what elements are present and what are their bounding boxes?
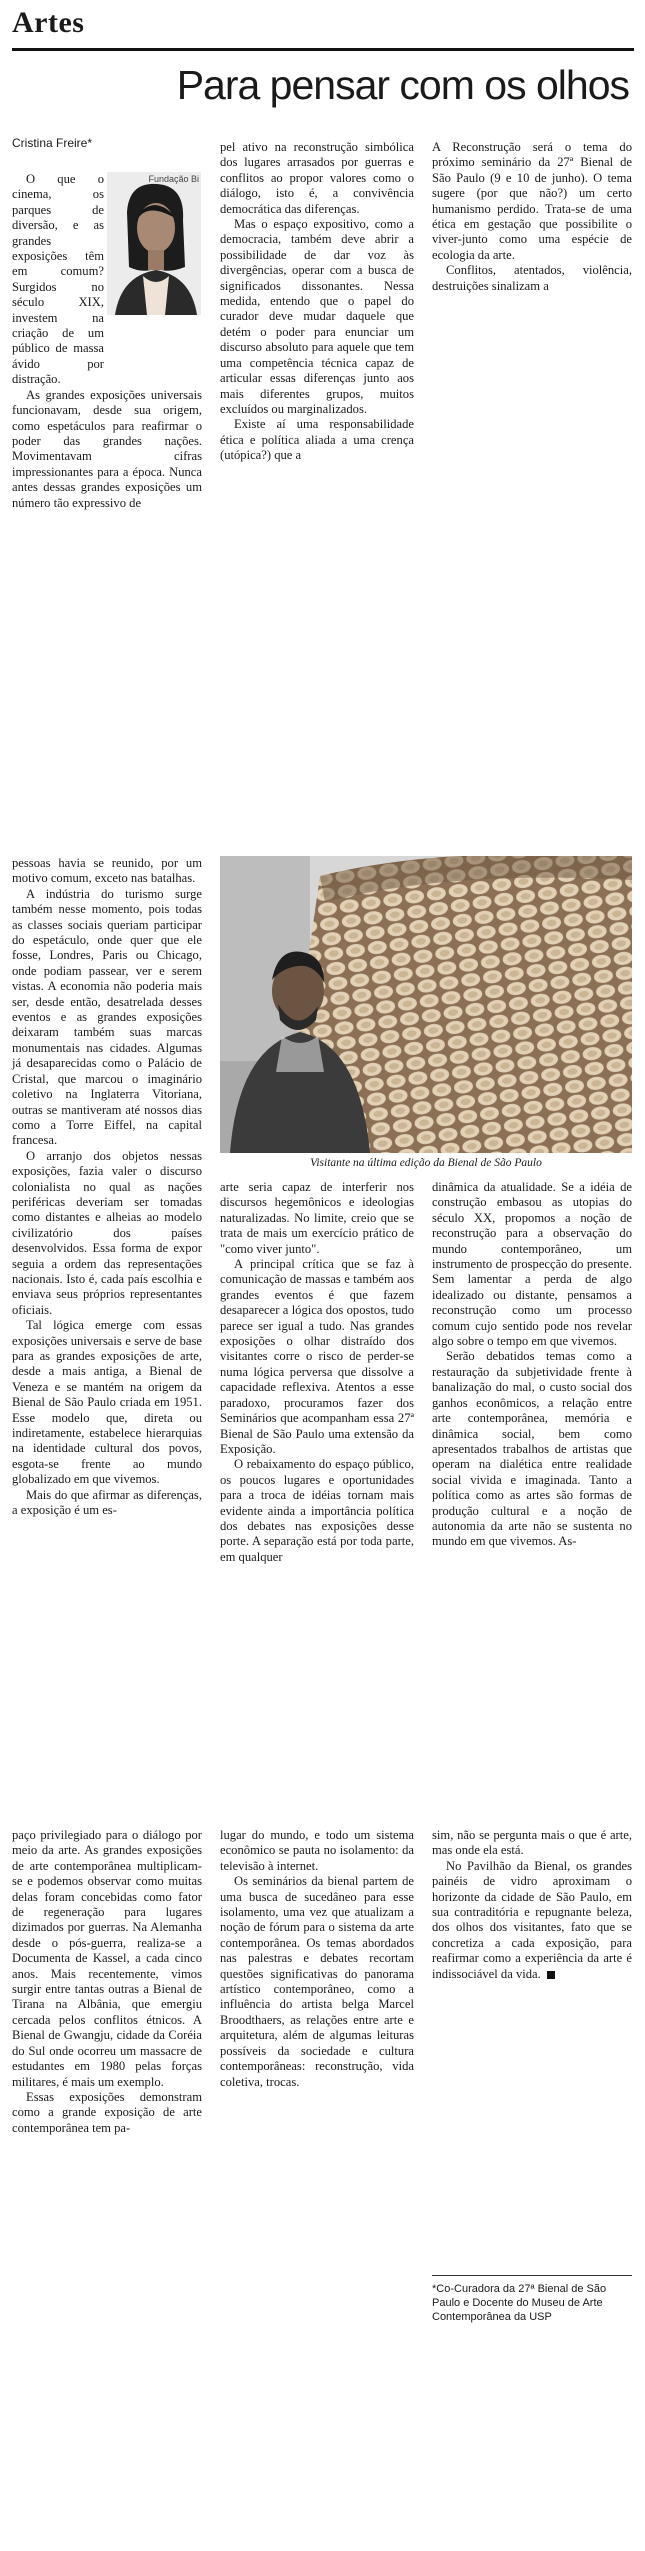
paragraph: Mais do que afirmar as diferenças, a exposição é um es- xyxy=(12,1487,202,1518)
column-2-block-a xyxy=(220,140,414,464)
paragraph: pessoas havia se reunido, por um motivo comum, exceto nas batalhas. xyxy=(12,856,202,886)
paragraph: sim, não se pergunta mais o que é arte, mas onde ela está. xyxy=(432,1828,632,1858)
paragraph: O arranjo dos objetos nessas exposições, fazia valer o discurso colonialista no qual as nações periféricas deveriam ser tomadas como distantes e alheias ao modelo civilizatório dos países desenvolvidos. Essa forma de expor seguia a ordem das representações nacionais. Isto é, cada país escolhia e enviava seus próprios representantes oficiais. xyxy=(12,1148,202,1317)
paragraph xyxy=(432,1859,632,1982)
paragraph: O que o cinema, os parques de diversão, e as grandes exposições têm em comum? Surgidos no século XIX, investem na criação de um público de massa ávido por distração. xyxy=(12,172,104,387)
author-note: *Co-Curadora da 27ª Bienal de São Paulo e Docente do Museu de Arte Contemporânea da USP xyxy=(432,2283,607,2323)
photo-caption: Visitante na última edição da Bienal de São Paulo xyxy=(310,1157,542,1169)
paragraph: paço privilegiado para o diálogo por meio da arte. As grandes exposições de arte contemporânea multiplicam-se e podemos observar como muitas delas foram concebidas como fator de regeneração para lugares dizimados por guerras. Na Alemanha desde o pós-guerra, realiza-se a Documenta de Kassel, a cada cinco anos. Mais recentemente, vimos surgir entre tantas outras a Bienal de Tirana na Albânia, que emergiu cercada pelos conflitos étnicos. A Bienal de Gwangju, cidade da Coréia do Sul onde ocorreu um massacre de estudantes em 1980 pelas forças militares, é mais um exemplo. xyxy=(12,1828,202,2089)
column-3-block-c xyxy=(432,1828,632,1982)
column-2-block-b xyxy=(220,1180,414,1565)
portrait-watermark: Fundação Bi xyxy=(148,174,199,184)
paragraph-text: No Pavilhão da Bienal, os grandes painéis de vidro aproximam o horizonte da cidade de São Paulo, em sua contraditória e repugnante beleza, dos olhos dos visitantes, fato que se concretiza a cada exposição, para reafirmar como a experiência da arte é indissociável da vida. xyxy=(432,1858,632,1981)
column-1-block-a xyxy=(12,172,202,511)
paragraph: A indústria do turismo surge também nesse momento, pois todas as classes sociais queriam participar do espetáculo, onde quer que ele fosse, Londres, Paris ou Chicago, onde podiam passear, ver e serem vistas. A economia não poderia mais ser, desde então, desatrelada desses eventos e as grandes exposições deixaram também suas marcas monumentais nas cidades. Algumas já desaparecidas como o Palácio de Cristal, que marcou o imaginário coletivo na Inglaterra Vitoriana, outras se mantiveram até nossos dias como a Torre Eiffel, na capital francesa. xyxy=(12,886,202,1148)
paragraph: As grandes exposições universais funcionavam, desde sua origem, como espetáculos para reafirmar o poder das grandes nações. Movimentavam cifras impressionantes para a época. Nunca antes dessas grandes exposições um número tão expressivo de xyxy=(12,387,202,510)
paragraph: Conflitos, atentados, violência, destruições sinalizam a xyxy=(432,263,632,293)
column-1-block-c xyxy=(12,1828,202,2136)
section-label: Artes xyxy=(12,6,85,39)
column-2-block-c xyxy=(220,1828,414,2090)
column-3-block-b xyxy=(432,1180,632,1550)
author-byline: Cristina Freire* xyxy=(12,136,93,150)
paragraph: lugar do mundo, e todo um sistema econômico se pauta no isolamento: da televisão à internet. xyxy=(220,1828,414,1873)
article-photo xyxy=(220,856,632,1153)
paragraph: Essas exposições demonstram como a grande exposição de arte contemporânea tem pa- xyxy=(12,2089,202,2135)
paragraph: A principal crítica que se faz à comunicação de massas e também aos grandes eventos é que fazem desaparecer a lógica dos opostos, tudo parece ser igual a tudo. Nas grandes exposições o olhar distraído dos visitantes corre o risco de perder-se numa lógica perversa que dissolve a capacidade reflexiva. Atentos a esse paradoxo, procuramos fazer dos Seminários que acompanham essa 27ª Bienal de São Paulo uma extensão da Exposição. xyxy=(220,1257,414,1456)
note-rule xyxy=(432,2275,632,2276)
paragraph: Tal lógica emerge com essas exposições universais e serve de base para as grandes exposições de arte, desde a mais antiga, a Bienal de Veneza e se mantém na origem da Bienal de São Paulo criada em 1951. Esse modelo que, direta ou indiretamente, estabelece hierarquias na identidade cultural dos povos, esgota-se frente ao mundo globalizado em que vivemos. xyxy=(12,1318,202,1487)
paragraph: Mas o espaço expositivo, como a democracia, também deve abrir a possibilidade de dar voz às divergências, operar com a busca de significados dissonantes. Nessa medida, entendo que o papel do curador deve mudar daquele que detém o poder para enunciar um discurso absoluto para aquele que tem uma competência técnica capaz de articular essas diferenças junto aos mais diferentes grupos, muitos excluídos ou marginalizados. xyxy=(220,217,414,416)
paragraph: Existe aí uma responsabilidade ética e política aliada a uma crença (utópica?) que a xyxy=(220,417,414,463)
paragraph: Serão debatidos temas como a restauração da subjetividade frente à banalização do mal, o custo social dos ganhos econômicos, a relação entre arte contemporânea, memória e dinâmica social, bem como apresentados trabalhos de artistas que operam na dialética entre realidade social vivida e imaginada. Tanto a política como as artes são formas de produção cultural e a noção de autonomia da arte não se sustenta no mundo em que vivemos. As- xyxy=(432,1349,632,1549)
paragraph: O rebaixamento do espaço público, os poucos lugares e oportunidades para a troca de idéias tornam mais evidente ainda a importância política dos debates nas exposições desse porte. A separação está por toda parte, em qualquer xyxy=(220,1457,414,1564)
photo-visitor-wood-wall xyxy=(220,856,632,1153)
paragraph: dinâmica da atualidade. Se a idéia de construção embasou as utopias do século XX, propomos a noção de reconstrução para a observação do mundo contemporâneo, um instrumento de prospecção do presente. Sem lamentar a perda de algo idealizado ou distante, pensamos a reconstrução como um processo comum cujo sentido pode nos revelar algo sobre o tempo em que vivemos. xyxy=(432,1180,632,1349)
column-1-block-b xyxy=(12,856,202,1518)
headline: Para pensar com os olhos xyxy=(176,62,629,108)
section-rule xyxy=(12,48,634,51)
paragraph: pel ativo na reconstrução simbólica dos lugares arrasados por guerras e conflitos ao propor valores como o diálogo, isto é, a convivência democrática das diferenças. xyxy=(220,140,414,216)
column-3-block-a xyxy=(432,140,632,294)
square-end-mark-icon xyxy=(547,1971,555,1979)
paragraph: A Reconstrução será o tema do próximo seminário da 27ª Bienal de São Paulo (9 e 10 de junho). O tema sugere (por que não?) um certo humanismo perdido. Trata-se de uma ética em gestação que possibilite o viver-junto como uma espécie de ecologia da arte. xyxy=(432,140,632,262)
paragraph: arte seria capaz de interferir nos discursos hegemônicos e ideologias naturalizadas. No limite, creio que se trata de mais um exercício prático de "como viver junto". xyxy=(220,1180,414,1256)
paragraph: Os seminários da bienal partem de uma busca de sucedâneo para esse isolamento, uma vez que atualizam a noção de fórum para o sistema da arte contemporânea. Os temas abordados nas palestras e debates recortam questões significativas do panorama artístico contemporâneo, como a influência do artista belga Marcel Broodthaers, as relações entre arte e arquitetura, além de algumas leituras possíveis da sociedade e cultura contemporâneas: reconstrução, vida coletiva, trocas. xyxy=(220,1874,414,2089)
